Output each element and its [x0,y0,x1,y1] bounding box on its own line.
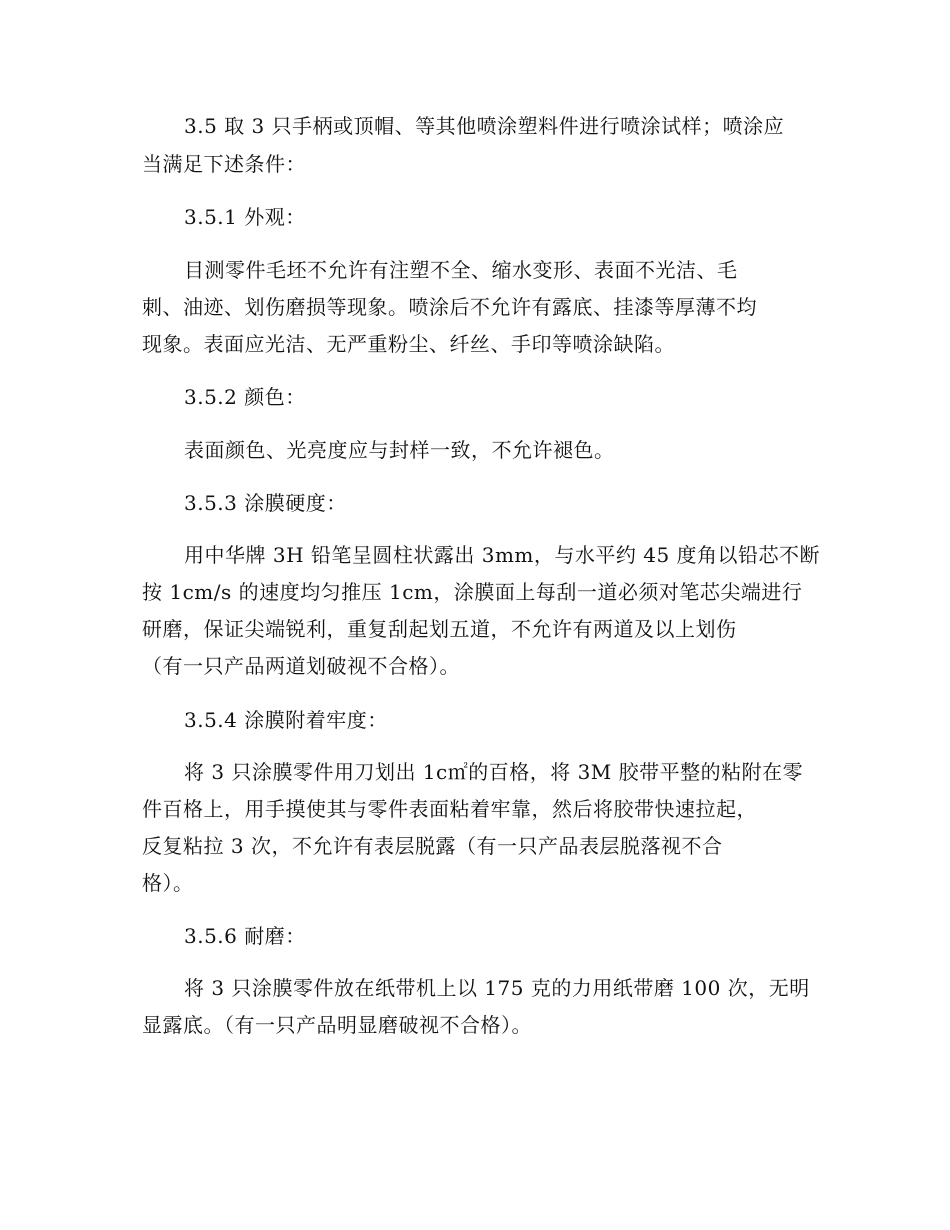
heading-3-5-2: 3.5.2 颜色： [184,385,306,409]
paragraph-adhesion-line-3: 反复粘拉 3 次，不允许有表层脱露（有一只产品表层脱落视不合 [142,834,723,858]
paragraph-hardness-line-1: 用中华牌 3H 铅笔呈圆柱状露出 3mm，与水平约 45 度角以铅芯不断 [184,543,821,567]
paragraph-adhesion-line-2: 件百格上，用手摸使其与零件表面粘着牢靠，然后将胶带快速拉起， [142,797,757,821]
paragraph-hardness-line-4: （有一只产品两道划破视不合格）。 [142,654,460,678]
paragraph-hardness-line-3: 研磨，保证尖端锐利，重复刮起划五道，不允许有两道及以上划伤 [142,617,737,641]
paragraph-appearance-line-2: 刺、油迹、划伤磨损等现象。喷涂后不允许有露底、挂漆等厚薄不均 [142,295,757,319]
paragraph-adhesion-line-4: 格）。 [142,871,194,895]
paragraph-color-line-1: 表面颜色、光亮度应与封样一致，不允许褪色。 [184,438,615,462]
paragraph-wear-line-1: 将 3 只涂膜零件放在纸带机上以 175 克的力用纸带磨 100 次，无明 [184,976,810,1000]
paragraph-appearance-line-3: 现象。表面应光洁、无严重粉尘、纤丝、手印等喷涂缺陷。 [142,332,675,356]
heading-3-5-4: 3.5.4 涂膜附着牢度： [184,708,388,732]
paragraph-appearance-line-1: 目测零件毛坯不允许有注塑不全、缩水变形、表面不光洁、毛 [184,258,738,282]
paragraph-3-5-line-2: 当满足下述条件： [142,152,306,176]
paragraph-3-5-line-1: 3.5 取 3 只手柄或顶帽、等其他喷涂塑料件进行喷涂试样；喷涂应 [184,114,785,138]
paragraph-hardness-line-2: 按 1cm/s 的速度均匀推压 1cm，涂膜面上每刮一道必须对笔芯尖端进行 [142,580,803,604]
heading-3-5-6: 3.5.6 耐磨： [184,924,306,948]
heading-3-5-3: 3.5.3 涂膜硬度： [184,491,347,515]
heading-3-5-1: 3.5.1 外观： [184,205,306,229]
paragraph-adhesion-line-1: 将 3 只涂膜零件用刀划出 1c㎡的百格，将 3M 胶带平整的粘附在零 [184,760,804,784]
paragraph-wear-line-2: 显露底。（有一只产品明显磨破视不合格）。 [142,1013,532,1037]
